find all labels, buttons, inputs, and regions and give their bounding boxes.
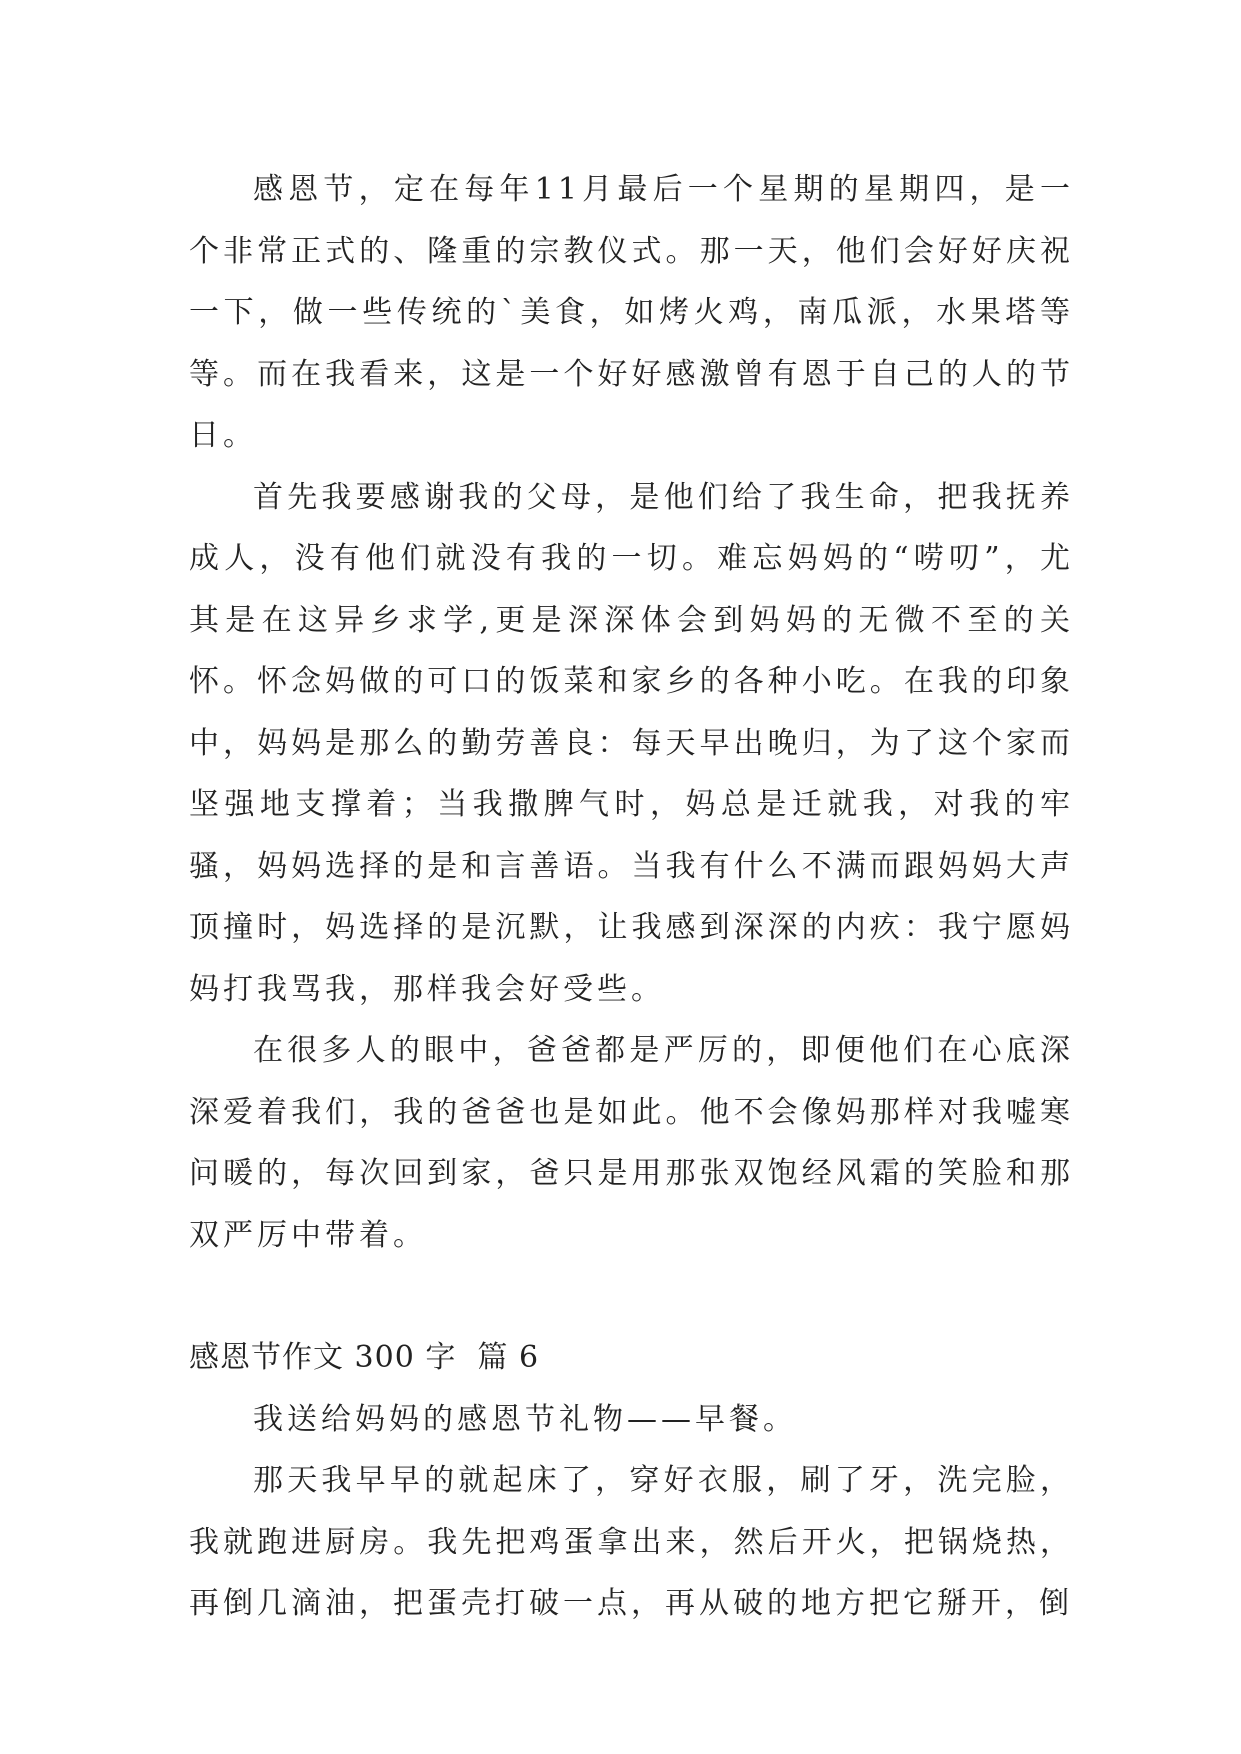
paragraph-thanks-parents: 首先我要感谢我的父母，是他们给了我生命，把我抚养成人，没有他们就没有我的一切。难忘妈妈的“唠叨”，尤其是在这异乡求学,更是深深体会到妈妈的无微不至的关怀。怀念妈做的可口的饭菜和家乡的各种小吃。在我的印象中，妈妈是那么的勤劳善良：每天早出晚归，为了这个家而坚强地支撑着；当我撒脾气时，妈总是迁就我，对我的牢骚，妈妈选择的是和言善语。当我有什么不满而跟妈妈大声顶撞时，妈选择的是沉默，让我感到深深的内疚：我宁愿妈妈打我骂我，那样我会好受些。 — [189, 479, 1074, 1007]
paragraph-thanksgiving-intro: 感恩节，定在每年11月最后一个星期的星期四，是一个非常正式的、隆重的宗教仪式。那一天，他们会好好庆祝一下，做一些传统的`美食，如烤火鸡，南瓜派，水果塔等等。而在我看来，这是一个好好感激曾有恩于自己的人的节日。 — [189, 172, 1074, 453]
paragraph-gift: 我送给妈妈的感恩节礼物——早餐。 — [253, 1401, 797, 1437]
document-body — [189, 159, 1074, 1635]
section-heading: 感恩节作文 300 字 篇 6 — [189, 1340, 540, 1375]
section-gap — [189, 1266, 1074, 1327]
paragraph-breakfast: 那天我早早的就起床了，穿好衣服，刷了牙，洗完脸，我就跑进厨房。我先把鸡蛋拿出来，然后开火，把锅烧热，再倒几滴油，把蛋壳打破一点，再从破的地方把它掰开，倒 — [189, 1463, 1074, 1621]
paragraph-father: 在很多人的眼中，爸爸都是严厉的，即便他们在心底深深爱着我们，我的爸爸也是如此。他不会像妈那样对我嘘寒问暖的，每次回到家，爸只是用那张双饱经风霜的笑脸和那双严厉中带着。 — [189, 1033, 1074, 1253]
